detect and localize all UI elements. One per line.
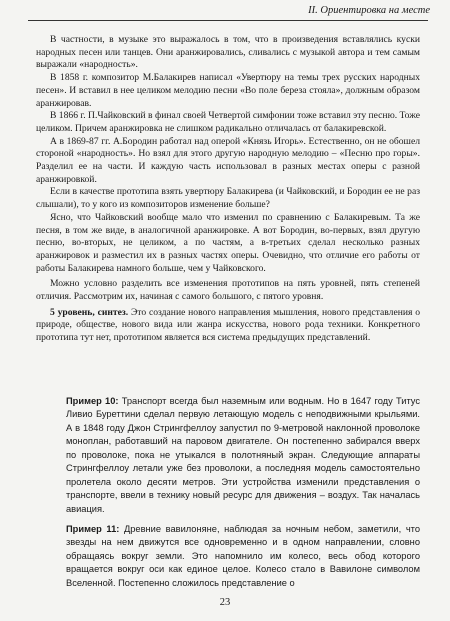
- header-rule: [28, 20, 428, 21]
- level5-heading: 5 уровень, синтез.: [50, 306, 129, 318]
- paragraph: А в 1869-87 гг. А.Бородин работал над оперой «Князь Игорь». Естественно, он не обошел стороной «народность». Но взял для этого другую народную мелодию – «Песню про горы». Разделил ее на части. И каждую часть использовал в разных местах оперы с разной аранжировкой.: [36, 135, 420, 185]
- running-header: II. Ориентировка на месте: [308, 5, 430, 16]
- example-10-text: Транспорт всегда был наземным или водным. Но в 1647 году Титус Ливио Буреттини сделал первую летающую модель с неподвижными крыльями. А в 1848 году Джон Стрингфеллоу запустил по 9-метровой наклонной проволоке моноплан, работавший на паровом двигателе. Он постепенно забирался вверх по проволоке, пока не утыкался в полотняный экран. Следующие аппараты Стрингфеллоу летали уже без проволоки, а последняя модель самостоятельно пролетела около десяти метров. Эти устройства изменили представления о транспорте, ввели в технику новый ресурс для движения – воздух. Так началась авиация.: [66, 396, 420, 514]
- page-number: 23: [219, 597, 231, 608]
- paragraph: В частности, в музыке это выражалось в том, что в произведения вставлялись куски народных песен или танцев. Они аранжировались, сливались с музыкой автора и тем самым выражали «народность».: [36, 34, 420, 71]
- level5-text: Это создание нового направления мышления, нового представления о природе, обществе, нового вида или жанра искусства, нового рода техники. Конкретного прототипа тут нет, прототипом является вся система предыдущих представлений.: [36, 306, 421, 344]
- paragraph: Можно условно разделить все изменения прототипов на пять уровней, пять степеней отличия. Рассмотрим их, начиная с самого большого, с пятого уровня.: [36, 278, 420, 303]
- example-11-label: Пример 11:: [66, 524, 120, 534]
- example-11-text: Древние вавилоняне, наблюдая за ночным небом, заметили, что звезды на нем движутся все одновременно и в одном направлении, словно обращаясь вокруг земли. Это напомнило им колесо, весь обод которого вращается вокруг оси как единое целое. Колесо стало в Вавилоне символом Вселенной. Постепенно сложилось представление о: [66, 524, 420, 588]
- example-10: [66, 395, 420, 516]
- paragraph: В 1866 г. П.Чайковский в финал своей Четвертой симфонии тоже вставил эту песню. Тоже целиком. Причем аранжировка не слишком радикально отличалась от балакиревской.: [36, 110, 420, 134]
- example-10-label: Пример 10:: [66, 396, 119, 406]
- paragraph: В 1858 г. композитор М.Балакирев написал «Увертюру на темы трех русских народных песен». И вставил в нее целиком мелодию песни «Во поле береза стояла», должным образом аранжировав.: [36, 72, 420, 109]
- example-11: [66, 523, 420, 590]
- paragraph: Если в качестве прототипа взять увертюру Балакирева (и Чайковский, и Бородин ее не раз слышали), то у кого из композиторов изменение больше?: [36, 186, 420, 211]
- body-text: [36, 34, 420, 345]
- level5-paragraph: [36, 307, 420, 345]
- paragraph: Ясно, что Чайковский вообще мало что изменил по сравнению с Балакиревым. Та же песня, в том же виде, в аналогичной аранжировке. А вот Бородин, во-первых, взял другую песню, во-вторых, не целиком, а по частям, а в-третьих сделал несколько разных аранжировок и разместил их в разных частях оперы. Очевидно, что отличие его работы от работы Балакирева намного больше, чем у Чайковского.: [36, 211, 420, 274]
